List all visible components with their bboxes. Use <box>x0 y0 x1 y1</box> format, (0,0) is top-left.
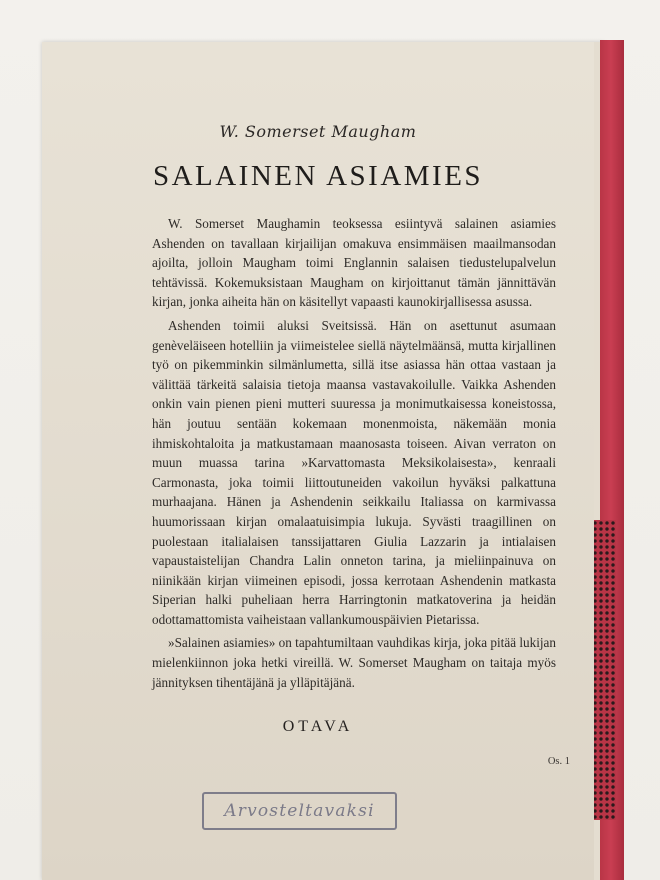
blurb-paragraph-3: »Salainen asiamies» on tapahtumiltaan vauhdikas kirja, joka pitää lukijan mielenkiinnon joka hetki vireillä. W. Somerset Maugham on taitaja myös jännityksen tihentäjänä ja ylläpitäjänä. <box>152 635 556 690</box>
back-cover <box>42 42 594 880</box>
stamp-text: Arvosteltavaksi <box>224 801 375 821</box>
blurb-paragraph-2: Ashenden toimii aluksi Sveitsissä. Hän on asettunut asumaan genèveläiseen hotelliin ja viimeistelee siellä näytelmäänsä, mutta kirjallinen työ on pikemminkin silmänlumetta, sillä itse asiassa hän ottaa vastaan ja välittää tärkeitä salaisia tietoja maansa vastavakoilulle. Vaikka Ashenden onkin vain pienen pieni mutteri suuressa ja monimutkaisessa koneistossa, hän joutuu sentään kokemaan monenmoista, näkemään monia ihmiskohtaloita ja matkustamaan maanosasta toiseen. Aivan verraton on muun muassa tarina »Karvattomasta Meksikolaisesta», kenraali Carmonasta, joka toimii liittoutuneiden vakoilun hyväksi palkattuna murhaajana. Hänen ja Ashendenin seikkailu Italiassa on karmivassa huumorissaan kirjan omalaatuisimpia lukuja. Syvästi traagillinen on puolestaan italialaisen tanssijattaren Giulia Lazzarin ja intialaisen vapaustaistelijan Chandra Lalin onneton tarina, ja mieliinpainuva on niinikään kirjan viimeinen episodi, jossa kerrotaan Ashendenin matkasta Siperian halki puheliaan herra Harringtonin matkatoverina ja heidän odottamattomista vaiheistaan vallankumouspäivien Pietarissa. <box>152 317 556 627</box>
review-stamp <box>202 792 397 830</box>
publisher-name: OTAVA <box>282 718 354 735</box>
blurb-paragraph-1: W. Somerset Maughamin teoksessa esiintyvä salainen asiamies Ashenden on tavallaan kirjailijan omakuva ensimmäisen maailmansodan ajoilta, jolloin Maugham toimi Englannin salaisen tiedustelupalvelun tehtävissä. Kokemuksistaan Maugham on kirjoittanut tämän jännittävän kirjan, jonka aiheita hän on käsitellyt vapaasti kaunokirjallisessa asussa. <box>152 216 556 310</box>
series-code: Os. 1 <box>547 756 570 767</box>
spine-dot-pattern <box>592 520 616 820</box>
blurb-text <box>152 214 556 696</box>
author-name: W. Somerset Maugham <box>219 122 417 141</box>
book-title: SALAINEN ASIAMIES <box>152 160 484 192</box>
